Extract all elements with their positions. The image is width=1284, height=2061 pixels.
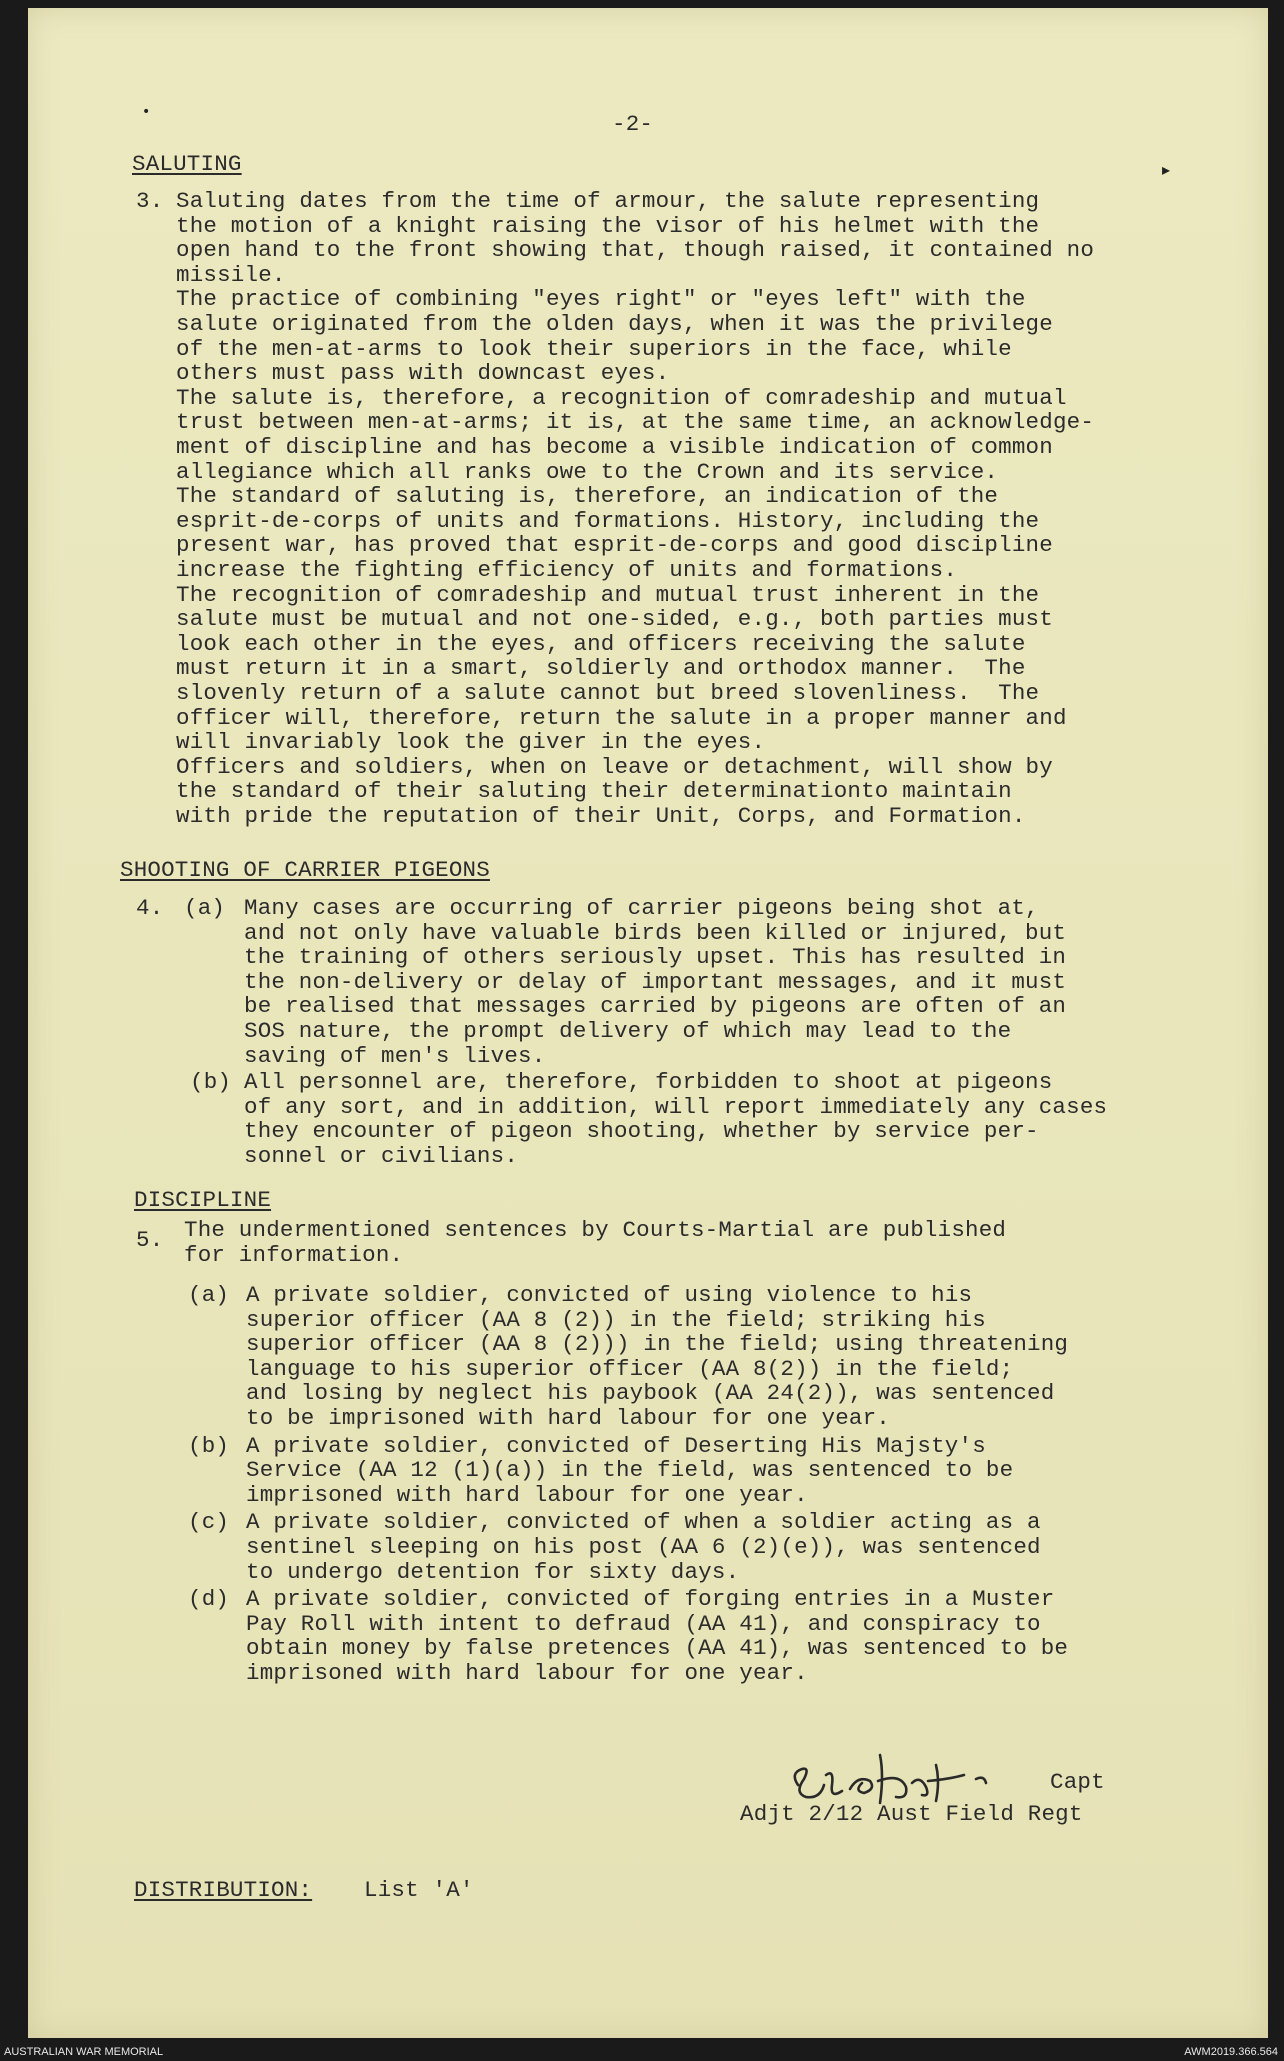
saluting-line: the standard of their saluting their determinationto maintain — [176, 778, 1012, 805]
paragraph-number: 4. — [136, 895, 164, 921]
discipline-item-label: (b) — [188, 1432, 230, 1459]
signature-rank: Capt — [1050, 1769, 1105, 1795]
paragraph-number: 5. — [136, 1227, 164, 1253]
saluting-line: The recognition of comradeship and mutual trust inherent in the — [176, 581, 1040, 608]
page-number: -2- — [612, 111, 654, 137]
discipline-item-line: imprisoned with hard labour for one year. — [246, 1481, 808, 1508]
discipline-item-line: imprisoned with hard labour for one year. — [246, 1660, 808, 1686]
discipline-item-line: superior officer (AA 8 (2))) in the field; using threatening — [246, 1331, 1069, 1358]
saluting-line: will invariably look the giver in the eyes. — [176, 729, 766, 756]
punch-mark: • — [142, 104, 151, 120]
section-heading-pigeons: SHOOTING OF CARRIER PIGEONS — [120, 857, 490, 883]
distribution-label: DISTRIBUTION: — [134, 1877, 313, 1903]
pigeons-a-line: SOS nature, the prompt delivery of which may lead to the — [244, 1018, 1012, 1044]
pigeons-a-line: be realised that messages carried by pigeons are often of an — [244, 993, 1067, 1020]
pigeons-a-line: and not only have valuable birds been killed or injured, but — [244, 919, 1067, 946]
discipline-item-line: sentinel sleeping on his post (AA 6 (2)(e)), was sentenced — [246, 1534, 1041, 1560]
saluting-line: officer will, therefore, return the salute in a proper manner and — [176, 704, 1067, 731]
pigeons-b-line: All personnel are, therefore, forbidden to shoot at pigeons — [244, 1069, 1053, 1095]
pigeons-b-line: sonnel or civilians. — [244, 1142, 519, 1169]
discipline-item-line: A private soldier, convicted of forging entries in a Muster — [246, 1586, 1055, 1613]
punch-mark: ▸ — [1162, 160, 1171, 179]
discipline-item-line: superior officer (AA 8 (2)) in the field; striking his — [246, 1306, 986, 1333]
pigeons-a-line: the non-delivery or delay of important messages, and it must — [244, 968, 1067, 995]
saluting-line: Saluting dates from the time of armour, the salute representing — [176, 188, 1040, 214]
sub-label: (b) — [190, 1069, 232, 1095]
pigeons-a-line: the training of others seriously upset. This has resulted in — [244, 944, 1067, 971]
saluting-line: look each other in the eyes, and officers receiving the salute — [176, 630, 1026, 657]
discipline-item-line: and losing by neglect his paybook (AA 24(2)), was sentenced — [246, 1380, 1055, 1407]
discipline-item-line: A private soldier, convicted of using violence to his — [246, 1282, 973, 1308]
saluting-line: The standard of saluting is, therefore, an indication of the — [176, 483, 999, 510]
discipline-item-line: language to his superior officer (AA 8(2)) in the field; — [246, 1355, 1014, 1382]
saluting-line: slovenly return of a salute cannot but breed slovenliness. The — [176, 680, 1040, 706]
saluting-line: open hand to the front showing that, though raised, it contained no — [176, 237, 1095, 264]
pigeons-b-line: they encounter of pigeon shooting, whether by service per- — [244, 1118, 1039, 1145]
saluting-line: others must pass with downcast eyes. — [176, 360, 670, 387]
discipline-item-line: to be imprisoned with hard labour for one year. — [246, 1405, 891, 1431]
discipline-item-line: to undergo detention for sixty days. — [246, 1558, 740, 1585]
section-heading-saluting: SALUTING — [132, 151, 242, 177]
discipline-item-label: (a) — [188, 1282, 230, 1308]
footer-right: AWM2019.366.564 — [1184, 2046, 1278, 2058]
discipline-intro-line: for information. — [184, 1241, 404, 1268]
distribution-value: List 'A' — [364, 1877, 474, 1903]
saluting-line: ment of discipline and has become a visible indication of common — [176, 434, 1053, 460]
sub-label: (a) — [184, 895, 226, 921]
signature-appointment: Adjt 2/12 Aust Field Regt — [740, 1801, 1083, 1827]
discipline-item-line: Service (AA 12 (1)(a)) in the field, was sentenced to be — [246, 1457, 1014, 1484]
saluting-line: Officers and soldiers, when on leave or detachment, will show by — [176, 753, 1053, 780]
saluting-line: of the men-at-arms to look their superiors in the face, while — [176, 335, 1012, 362]
discipline-item-line: A private soldier, convicted of when a soldier acting as a — [246, 1509, 1041, 1536]
saluting-line: trust between men-at-arms; it is, at the same time, an acknowledge- — [176, 409, 1095, 436]
saluting-line: with pride the reputation of their Unit, Corps, and Formation. — [176, 803, 1026, 829]
saluting-line: present war, has proved that esprit-de-corps and good discipline — [176, 532, 1053, 559]
discipline-item-label: (d) — [188, 1586, 230, 1613]
saluting-line: esprit-de-corps of units and formations. History, including the — [176, 507, 1040, 534]
footer-left: AUSTRALIAN WAR MEMORIAL — [4, 2046, 164, 2058]
section-heading-discipline: DISCIPLINE — [134, 1187, 272, 1213]
signature-graphic — [780, 1745, 1080, 1825]
discipline-intro-line: The undermentioned sentences by Courts-Martial are published — [184, 1217, 1007, 1243]
saluting-line: the motion of a knight raising the visor of his helmet with the — [176, 212, 1040, 239]
pigeons-b-line: of any sort, and in addition, will report immediately any cases — [244, 1093, 1108, 1120]
saluting-line: The salute is, therefore, a recognition of comradeship and mutual — [176, 384, 1067, 411]
saluting-line: missile. — [176, 261, 286, 288]
discipline-item-line: obtain money by false pretences (AA 41), was sentenced to be — [246, 1635, 1069, 1662]
saluting-line: salute must be mutual and not one-sided, e.g., both parties must — [176, 606, 1053, 633]
pigeons-a-line: saving of men's lives. — [244, 1042, 546, 1069]
saluting-line: increase the fighting efficiency of units and formations. — [176, 557, 958, 583]
discipline-item-line: Pay Roll with intent to defraud (AA 41), and conspiracy to — [246, 1610, 1041, 1637]
saluting-line: allegiance which all ranks owe to the Crown and its service. — [176, 458, 999, 485]
saluting-line: must return it in a smart, soldierly and orthodox manner. The — [176, 655, 1026, 682]
paragraph-number: 3. — [136, 188, 164, 214]
saluting-line: The practice of combining "eyes right" or "eyes left" with the — [176, 286, 1026, 313]
discipline-item-label: (c) — [188, 1509, 230, 1536]
pigeons-a-line: Many cases are occurring of carrier pigeons being shot at, — [244, 895, 1039, 921]
discipline-item-line: A private soldier, convicted of Deserting His Majsty's — [246, 1432, 986, 1459]
footer-bar — [0, 2044, 1284, 2061]
saluting-line: salute originated from the olden days, when it was the privilege — [176, 311, 1053, 337]
